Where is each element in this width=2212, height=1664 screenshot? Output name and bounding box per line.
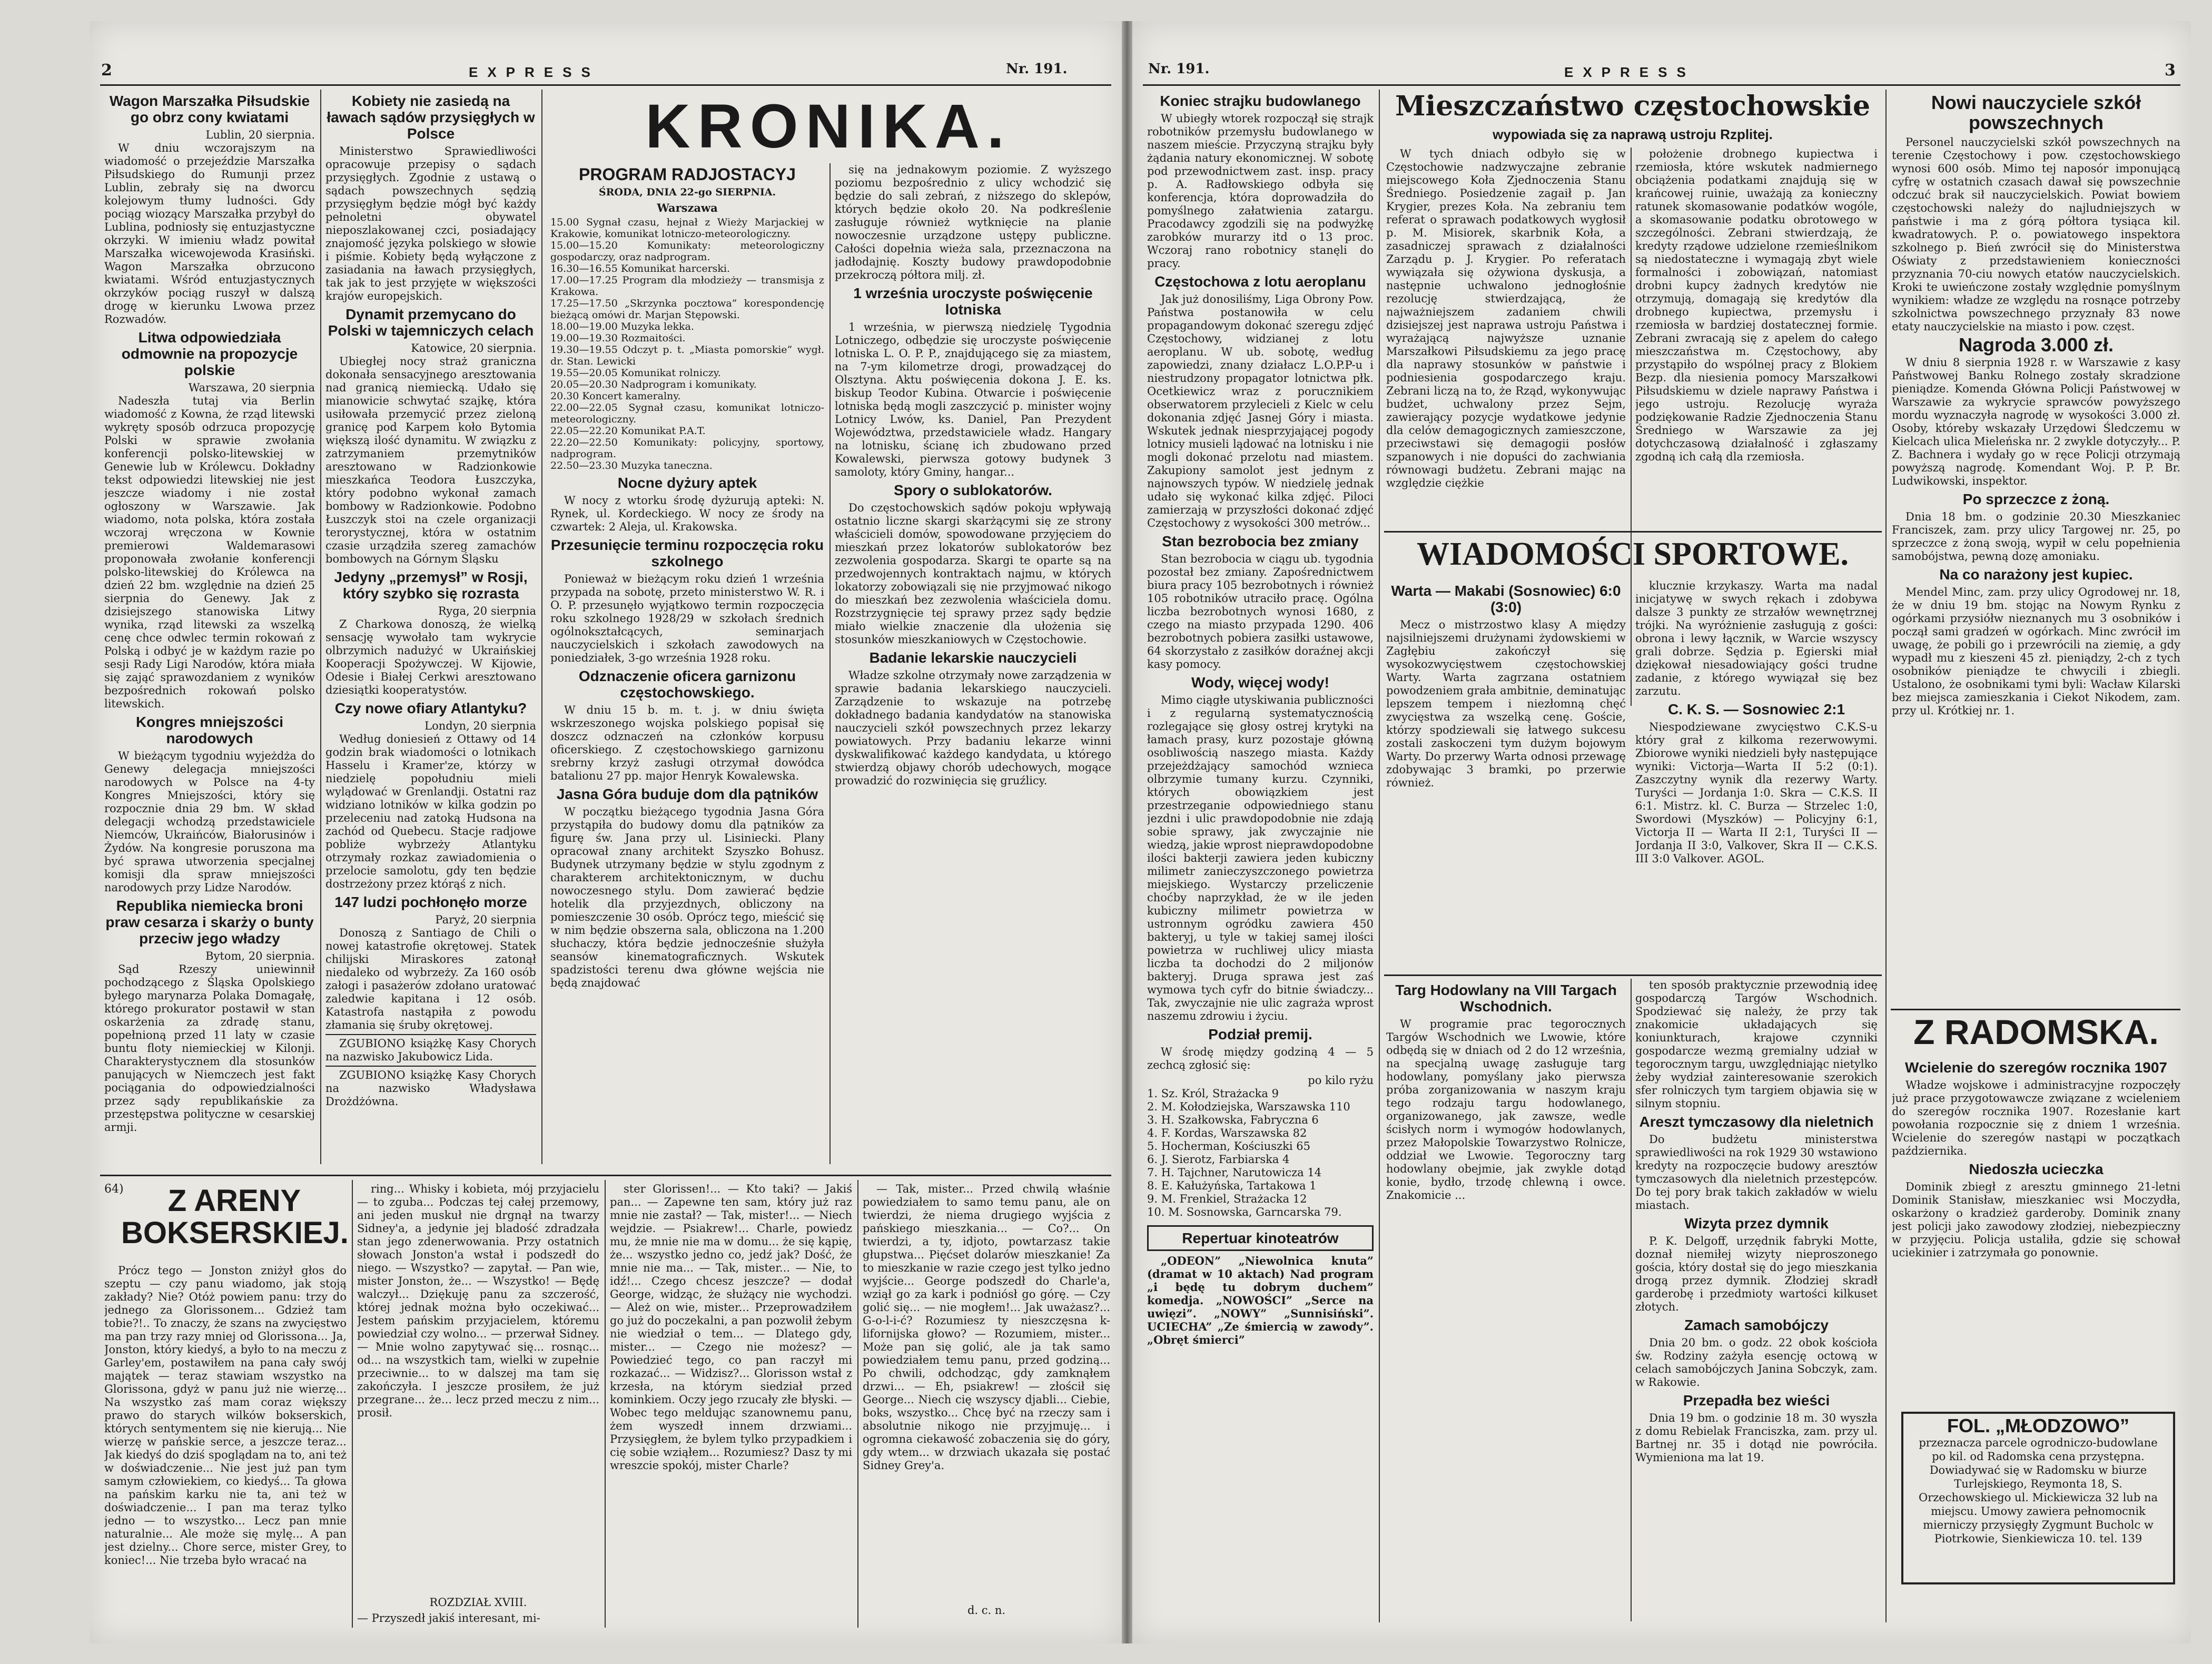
column-local-1 xyxy=(1147,90,1374,1622)
headline: Nowi nauczyciele szkół powszechnych xyxy=(1931,92,2141,133)
headline: Na co narażony jest kupiec. xyxy=(1939,566,2133,583)
headline: Wody, więcej wody! xyxy=(1191,674,1329,691)
serial-number: 64) xyxy=(104,1183,124,1196)
column-rule xyxy=(1885,90,1887,1622)
serial-title: Z ARENY BOKSERSKIEJ. xyxy=(121,1184,349,1250)
article-text: Jak już donosiliśmy, Liga Obrony Pow. Państwa postanowiła w celu propagandowym dokonać szeregu zdjęć Częstochowy, widzianej z lotu aeroplanu. W ub. sobotę, według zapowiedzi, znany działacz L.O.P.P-u i niestrudzony propagator lotnictwa płk. Ocetkiewicz wraz z porucznikiem obserwatorem przylecieli z Kielc w celu dokonania zdjęć Jasnej Góry i miasta. Wskutek jednak niesprzyjającej pogody lotnicy musieli lądować na lotnisku i nie mogli dokonać przelotu nad miastem. Zakupiony samolot jest jednym z najnowszych typów. W niedzielę jednak udało się wykonać kilka zdjęć. Piloci zamierzają w przyszłości dokonać zdjęć Częstochowy z wysokości 300 metrów... xyxy=(1147,293,1374,529)
top-rule xyxy=(1143,84,2180,86)
column-targ-2 xyxy=(1635,979,1878,1621)
prize-winner: 5. Hocherman, Kościuszki 65 xyxy=(1147,1140,1310,1153)
radio-program-item: 16.30—16.55 Komunikat harcerski. xyxy=(550,263,730,274)
article-text: W dniu 15 b. m. t. j. w dniu święta wskrzeszonego wojska polskiego popisał się doszcz odznaczeń na członków korpusu oficerskiego. Z częstochowskiego garnizonu srebrny krzyż zasługi otrzymał dowódca batalionu 27 pp. major Henryk Kowalewska. xyxy=(550,704,824,782)
column-targ-1 xyxy=(1386,979,1626,1621)
column-rule xyxy=(829,163,831,1164)
article-text: Dnia 19 bm. o godzinie 18 m. 30 wyszła z domu Rebielak Franciszka, zam. przy ul. Bartnej nr. 35 i dotąd nie powróciła. Wymieniona ma lat 19. xyxy=(1635,1412,1878,1464)
page-gutter xyxy=(1122,21,1132,1643)
headline: Wagon Marszałka Piłsudskie go obrz cony kwiatami xyxy=(109,93,310,125)
radio-program-item: 20.05—20.30 Nadprogram i komunikaty. xyxy=(550,379,757,390)
article-text: W nocy z wtorku środę dyżurują apteki: N. Rynek, ul. Kordeckiego. W nocy ze środy na czwartek: 2 Aleja, ul. Krakowska. xyxy=(550,494,824,533)
article-text: Do budżetu ministerstwa sprawiedliwości na rok 1929 30 wstawiono kredyty na rozpoczęcie budowy aresztów tymczasowych dla nieletnich przestępców. Do tej pory brak takich zakładów w wielu miastach. xyxy=(1635,1133,1878,1212)
article-text: Ponieważ w bieżącym roku dzień 1 września przypada na sobotę, przeto ministerstwo W. R. i O. P. przesunęło wyjątkowo termin rozpoczęcia roku szkolnego 1928/29 w szkołach średnich ogólnokształcących, seminarjach nauczycielskich i szkołach zawodowych na poniedziałek, 3-go września 1928 roku. xyxy=(550,573,824,664)
headline: Stan bezrobocia bez zmiany xyxy=(1162,533,1359,549)
serial-column-3 xyxy=(610,1183,852,1628)
radio-station: Warszawa xyxy=(657,201,718,214)
article-text: Dominik zbiegł z aresztu gminnego 21-letni Dominik Stanisław, mieszkaniec wsi Moczydła, oskarżony o kradzież garderoby. Dominik znany jest policji jako zawodowy złodziej, niebezpieczny w przyjęciu. Policja ustaliła, gdzie się schował uciekinier i zatrzymała go ponownie. xyxy=(1892,1180,2180,1259)
article-text: Donoszą z Santiago de Chili o nowej katastrofie okrętowej. Statek chilijski Miraskores zatonął niedaleko od wybrzeży. Za 160 osób załogi i pasażerów zdołano uratować zaledwie kapitana i 12 osób. Katastrofa nastąpiła z powodu złamania się śruby okrętowej. xyxy=(325,927,536,1031)
prize-winner: 8. E. Kałużyńska, Tartakowa 1 xyxy=(1147,1179,1317,1192)
headline: Po sprzeczce z żoną. xyxy=(1962,491,2110,507)
serial-text: — Tak, mister... Przed chwilą właśnie powiedziałem to samo temu panu, ale on twierdzi, że niema drugiego wyjścia z pańskiego mieszkania... — Co?... On twierdzi, a ty, idjoto, powtarzasz takie głupstwa... Pięćset dolarów mieszkanie! Za to mieszkanie w razie czego jest tylko jedno wyjście... George podszedł do Charle'a, wziął go za kark i podniósł go górę. — Czy golić się... — nie mogłem!... Jak uważasz?... G-o-l-i-ć? Rozumiesz ty nieszczęsna k-lifornijska głowo? — Rozumiem, mister... Może pan się golić, ale ja tak samo powiedziałem temu panu, przed godziną... Po chwili, odchodząc, gdy zamknąłem drzwi... — Eh, psiakrew! — złościł się George... Niech cię wszyscy djabli... Ciebie, boks, wszystko... Chcę być na rzeczy sam i absolutnie nikogo nie przyjmuję... i ogromna ciekawość zobaczenia się do góry, gdy wtem... w drzwiach ukazała się postać Sidney Grey'a. xyxy=(863,1183,1110,1472)
headline: Przesunięcie terminu rozpoczęcia roku szkolnego xyxy=(550,537,824,569)
sport-section-title: WIADOMOŚCI SPORTOWE. xyxy=(1416,536,1849,572)
headline: Kobiety nie zasiedą na ławach sądów przysięgłych w Polsce xyxy=(327,93,535,142)
prize-list xyxy=(1147,1087,1374,1219)
serial-text: Prócz tego — Jonston zniżył głos do szeptu — czy panu wiadomo, jak stoją zakłady? Nie? Otóż powiem panu: trzy do jednego za Glorissonem... Gdzież tam tobie?!.. To znaczy, że szans na zwycięstwo ma pan trzy razy mniej od Glorissona... Ja, Jonston, który kiedyś, a było to na meczu z Garley'em, postawiłem na pana cały swój majątek — teraz stawiam wszystko na Glorissona, gdyż w panu już nie wierzę... Na wszystko zaś mam coraz większy prawo do starych wilków bokserskich, których sentymentem się nie kierują... Nie wierzę w pańskie serce, a jeszcze teraz... Jak kiedyś do dziś spoglądam na to, ani też w doświadczenie... Nie jest już pan tym samym człowiekiem, co kiedyś... Ta głowa na pańskim karku nie ta, ani też w doświadczenie... I pan ma teraz tylko jedno — to wszystko... Lecz pan mnie naturalnie... Ale może się mylę... A pan jest dzielny... Chore serce, mister Grey, to koniec!... Nie trzeba było wracać na xyxy=(104,1264,347,1567)
headline: Wcielenie do szeregów rocznika 1907 xyxy=(1905,1059,2167,1076)
article-text: W dniu wczorajszym na wiadomość o przejeździe Marszałka Piłsudskiego do Rumunji przez Lublin, zebrały się na dworcu kolejowym tłumy ludności. Gdy pociąg wiozący Marszałka przybył do Lublina, podniosły się entuzjastyczne okrzyki. W imieniu władz powitał Marszałka wicewojewoda Krasiński. Wagon Marszałka obrzucono kwiatami. Wśród entuzjastycznych okrzyków pociąg ruszył w dalszą drogę w kierunku Lwowa przez Rozwadów. xyxy=(104,142,315,326)
cinema-listing: „ODEON” „Niewolnica knuta” (dramat w 10 aktach) Nad program „i będę tu dobrym duchem” komedja. „NOWOŚCI” „Serce na uwięzi”. „NOWY” „Sunnisiński”. UCIECHA” „Ze śmiercią w zawody”. „Obręt śmierci” xyxy=(1147,1254,1374,1346)
article-text: Personel nauczycielski szkół powszechnych na terenie Częstochowy i pow. częstochowskiego wynosi 600 osób. Mimo tej naposór imponującą cyfrę w ostatnich czasach dawał się powszechnie odczuć brak sił nauczycielskich. Powiat bowiem częstochowski należy do najludniejszych w państwie i ma z górą półtora tysiąca kil. kwadratowych. P. o. powiatowego inspektora szkolnego p. Bień zwrócił się do Ministerstwa Oświaty z przedstawieniem konieczności przyznania 70-ciu nowych etatów nauczycielskich. Kroki te uwieńczone zostały względnie pomyślnym wynikiem: władze ze względu na rosnące potrzeby szkolnictwa powszechnego przyznały 83 nowe etaty nauczycielskie na miasto i pow. częst. xyxy=(1892,136,2180,333)
column-sport-1 xyxy=(1386,579,1626,969)
ad-text: przeznacza parcele ogrodniczo-budowlane po kil. od Radomska cena przystępna. Dowiadywać się w Radomsku w biurze Turlejskiego, Reymonta 18, S. Orzechowskiego ul. Mickiewicza 32 lub na miejscu. Umowy zawiera pełnomocnik mierniczy przysięgły Zygmunt Bucholc w Piotrkowie, Sienkiewicza 10. tel. 139 xyxy=(1918,1436,2158,1545)
dateline: Bytom, 20 sierpnia. xyxy=(205,950,315,962)
article-text: Ubiegłej nocy straż graniczna dokonała sensacyjnego aresztowania nad granicą niemiecką. Udało się mianowicie schwytać szajkę, która usiłowała przemycić przez zieloną granicę pod Karpem koło Bytomia większą ilość dynamitu. W związku z zatrzymaniem przemytników aresztowano w Radzionkowie mieszkańca Teodora Łuszczyka, który podobno wykonał zamach bombowy w Radzionkowie. Podobno Łuszczyk stoi na czele organizacji terorystycznej, która w ostatnim czasie urządziła szereg zamachów bombowych na Górnym Śląsku xyxy=(325,355,536,565)
dateline: Londyn, 20 sierpnia xyxy=(424,720,536,732)
headline: C. K. S. — Sosnowiec 2:1 xyxy=(1667,701,1845,717)
radio-program-item: 19.55—20.05 Komunikat rolniczy. xyxy=(550,367,721,379)
article-text: Władze szkolne otrzymały nowe zarządzenia w sprawie badania lekarskiego nauczycieli. Zarządzenie to wskazuje na potrzebę dokładnego badania kandydatów na stanowiska nauczycieli szkół powszechnych przez lekarzy powiatowych. Przy badaniu lekarze winni dyskwalifikować każdego kandydata, u którego stwierdzą objawy chorób udechowych, mogące prowadzić do rozwinięcia się gruźlicy. xyxy=(835,669,1111,787)
headline: 147 ludzi pochłonęło morze xyxy=(334,894,527,910)
column-rule xyxy=(605,1180,606,1628)
top-rule xyxy=(100,84,1111,86)
article-text: Mimo ciągłe utyskiwania publiczności i z regularną systematycznością rozlegające się głosy ostrej krytyki na łamach prasy, kurz pozostaje główną osobliwością naszego miasta. Każdy przejeżdżający samochód wznieca olbrzymie tumany kurzu. Czynniki, których obowiązkiem jest przestrzeganie odpowiedniego stanu jezdni i ulic prawdopodobnie nie zdają sobie sprawy, jak zwyczajnie nie wiedzą, jakie wprost nieprawdopodobne ilości bakterji zawiera jeden kubiczny milimetr zanieczyszczonego powietrza miejskiego. Wystarczy przeliczenie choćby naprzykład, że w ile jeden kubiczny milimetr powietrza w ustronnym ogródku zawiera 450 bakteryj, u tyle w takiej samej ilości powietrza w ruchliwej ulicy miasta liczba ta dochodzi do 2 miljonów bakteryj. Druga sprawa jest zaś wymowa tych cyfr do bitnie świadczy... Tak, zwyczajnie nie ulic zagraża wprost naszemu zdrowiu i życiu. xyxy=(1147,694,1374,1022)
radio-program-item: 22.00—22.05 Sygnał czasu, komunikat lotniczo-meteorologiczny. xyxy=(550,402,824,425)
article-text: Władze wojskowe i administracyjne rozpoczęły już prace przygotowawcze związane z wcieleniem do szeregów rocznika 1907. Rozesłanie kart powołania rozpocznie się z dniem 1 września. Wcielenie do szeregów nastąpi w początkach października. xyxy=(1892,1079,2180,1157)
serial-text: ster Glorissen!... — Kto taki? — Jakiś pan... — Zapewne ten sam, który już raz mnie nie zastał? — Tak, mister!... — Niech wejdzie. — Psiakrew!... Charle, powiedz mu, że mnie nie ma w domu... że się kąpię, że... wszystko jedno co, jedź jak? Dość, że mnie nie ma... — Tak, mister... — Nie, to idź!... Czego chcesz jeszcze? — dodał George, widząc, że służący nie wychodzi. — Ależ on wie, mister... Przeprowadziłem go już do poczekalni, a pan pozwolił żebym nie wiedział o tem... — Dlatego gdy, mister... — Czego nie możesz? — Powiedzieć tego, co pan raczył mi rozkazać... — Widzisz?... Glorisson wstał z krzesła, na którym siedział przed kominkiem. Oczy jego rzucały złe błyski. — Wobec tego meldując szanownemu panu, żem wyszedł innem drzwiami... Przysięgłem, że bylem tylko przypadkiem i cię sobie wziąłem... Rozumiesz? Dasz ty mi wreszcie spokój, mister Charle? xyxy=(610,1183,852,1472)
serial-column-4 xyxy=(863,1183,1110,1599)
column-main-1 xyxy=(1386,147,1626,527)
serial-column-2 xyxy=(357,1183,599,1628)
article-text: Ministerstwo Sprawiedliwości opracowuje przepisy o sądach przysięgłych. Zgodnie z ustawą o sądach powszechnych sędzią przysięgłym będzie mógł być każdy pełnoletni obywatel nieposzlakowanej czci, posiadający znajomość języka polskiego w słowie i piśmie. Kobiety będą wyłączone z zasiadania na ławach przysięgłych, tak jak to jest przyjęte w większości krajów europejskich. xyxy=(325,145,536,302)
issue-number: Nr. 191. xyxy=(1006,61,1068,77)
radio-date: ŚRODA, DNIA 22-go SIERPNIA. xyxy=(598,186,776,198)
headline: Jasna Góra buduje dom dla pątników xyxy=(556,786,818,802)
section-rule xyxy=(1384,531,1882,533)
column-sport-2 xyxy=(1635,579,1878,969)
radio-program-list xyxy=(550,216,824,471)
headline: Badanie lekarskie nauczycieli xyxy=(869,649,1077,666)
column-rule xyxy=(1631,147,1632,706)
column-kronika-1 xyxy=(550,163,824,1169)
prize-winner: 9. M. Frenkiel, Strażacka 12 xyxy=(1147,1193,1307,1205)
radomsko-section-title: Z RADOMSKA. xyxy=(1913,1012,2159,1051)
radio-program-item: 20.30 Koncert kameralny. xyxy=(550,390,681,402)
article-text: W dniu 8 sierpnia 1928 r. w Warszawie z kasy Państwowej Banku Rolnego zostały skradzione pieniądze. Komenda Główna Policji Państwowej w Warszawie za wykrycie sprawców powyższego mordu wyznaczyła nagrodę w wysokości 3.000 zł. Osoby, któreby wskazały Urzędowi Śledczemu w Kielcach ulica Mieleńska nr. 2 zwykle dotyczyły... P. Z. Bachnera i wydały go w ręce Policji otrzymają powyższą nagrodę. Komendant Woj. P. P. Br. Ludwikowski, inspektor. xyxy=(1892,356,2180,487)
article-text: Nadeszła tutaj via Berlin wiadomość z Kowna, że rząd litewski wykręty sposób odrzuca propozycję Polski w sprawie zwołania konferencji polsko-litewskiej w Genewie lub w Królewcu. Dokładny tekst odpowiedzi litewskiej nie jest jeszcze wiadomy i nie został ogłoszony w Warszawie. Jak wiadomo, nota polska, która została wczoraj wręczona w Kownie premierowi Waldemarasowi proponowała zwołanie konferencji polsko-litewskiej do Królewca na dzień 22 bm. względnie na dzień 25 sierpnia do Genewy. Jak z dzisiejszego stanowiska Litwy wynika, rząd litewski za wszelką cenę chce odwlec termin rokowań z Polską i odbyć je w każdym razie po sesji Rady Ligi Narodów, która miała się zająć sprawozdaniem z wyników bezpośrednich rokowań polsko litewskich. xyxy=(104,395,315,710)
dateline: Katowice, 20 sierpnia. xyxy=(411,342,536,355)
headline: Niedoszła ucieczka xyxy=(1969,1161,2104,1177)
column-rule xyxy=(1379,90,1380,1622)
column-rule xyxy=(320,90,321,1164)
running-head: EXPRESS xyxy=(469,64,600,80)
column-kronika-2 xyxy=(835,163,1111,1169)
column-news-2 xyxy=(325,90,536,1169)
section-title-kronika: KRONIKA. xyxy=(645,92,1012,161)
classified-ad: ZGUBIONO książkę Kasy Chorych na nazwisko Jakubowicz Lida. xyxy=(325,1034,536,1064)
prize-note: po kilo ryżu xyxy=(1308,1074,1374,1087)
dateline: Ryga, 20 sierpnia xyxy=(438,605,536,617)
article-text: Do częstochowskich sądów pokoju wpływają ostatnio liczne skargi skarżącymi się ze strony właścicieli domów, spowodowane przyjęciem do mieszkań przez lokatorów sublokatorów bez zezwolenia gospodarza. Skargi te oparte są na przedwojennych kontraktach najmu, w których lokatorzy zobowiązali się nie przyjmować nikogo do mieszkań bez zezwolenia właściciela domu. Rozstrzygnięcie tej sprawy przez sądy będzie miało wielkie znaczenie dla ułożenia się stosunków mieszkaniowych w Częstochowie. xyxy=(835,501,1111,646)
article-text: położenie drobnego kupiectwa i rzemiosła, które wskutek nadmiernego obciążenia podatkami znajdują się w krańcowej ruinie, uważają za konieczny ratunek skomasowanie podatków wogóle, a skomasowanie podatku obrotowego w szczególności. Zebrani stwierdzają, że kredyty rządowe udzielone rzemieślnikom są niedostateczne i wymagają zbyt wiele formalności i zobowiązań, natomiast drobni kupcy żadnych kredytów nie otrzymują, domagają się kredytów dla drobnego kupiectwa, przemysłu i rzemiosła w bardziej dostatecznej formie. Zebrani zwracają się z apelem do całego mieszczaństwa m. Częstochowy, aby przystąpiło do wspólnej pracy z Blokiem Bezp. dla niesienia pomocy Marszałkowi Piłsudskiemu w dziele naprawy Państwa i jego ustroju. Rezolucję wyraża podziękowanie Radzie Zjednoczenia Stanu Średniego w Warszawie za jej dotychczasową działalność i zgłaszamy zgodną ich całą dla rzemiosła. xyxy=(1635,147,1878,463)
radio-program-item: 17.00—17.25 Program dla młodzieży — transmisja z Krakowa. xyxy=(550,274,824,298)
radio-program-item: 19.30—19.55 Odczyt p. t. „Miasta pomorskie” wygł. dr. Stan. Lewicki xyxy=(550,344,824,367)
section-rule xyxy=(1891,1009,2180,1010)
column-rule xyxy=(541,90,542,1164)
dateline: Warszawa, 20 sierpnia xyxy=(188,381,315,394)
article-text: Dnia 20 bm. o godz. 22 obok kościoła św. Rodziny zażyła esencję octową w celach samobójczych Janina Sobczyk, zam. w Rakowie. xyxy=(1635,1336,1878,1389)
headline-main: Mieszczaństwo częstochowskie xyxy=(1395,90,1871,122)
article-text: Dnia 18 bm. o godzinie 20.30 Mieszkaniec Franciszek, zam. przy ulicy Targowej nr. 25, po sprzeczce z żoną swoją, wypił w celu popełnienia samobójstwa, pewną dozę amoniaku. xyxy=(1892,510,2180,563)
article-text: Stan bezrobocia w ciągu ub. tygodnia pozostał bez zmiany. Zapośrednictwem biura pracy 105 bezrobotnych i również 105 robotników utraciło pracę. Ogólna liczba bezrobotnych wynosi 1680, z czego na miasto przypada 1290. 406 bezrobotnych pobiera zasiłki ustawowe, 64 skorzystało z zasiłków doraźnej akcji kasy pomocy. xyxy=(1147,553,1374,671)
article-text: P. K. Delgoff, urzędnik fabryki Motte, doznał niemiłej wizyty nieproszonego gościa, który dostał się do jego mieszkania drogą przez dymnik. Złodziej skradł garderobę i przedmioty wartości kilkuset złotych. xyxy=(1635,1235,1878,1313)
article-text: się na jednakowym poziomie. Z wyższego poziomu bezpośrednio z ulicy wchodzić się będzie do sali zebrań, z niższego do sklepów, których będzie około 20. Na podkreślenie zasługuje również wytknięcie na planie nowoczesnie urządzone ustępy publiczne. Całości dopełnia wieża sala, przeznaczona na jadłodajnię. Koszty budowy prawdopodobnie przekroczą półtora milj. zł. xyxy=(835,163,1111,281)
issue-number: Nr. 191. xyxy=(1148,61,1210,77)
article-text: W początku bieżącego tygodnia Jasna Góra przystąpiła do budowy domu dla pątników za figurę św. Jana przy ul. Lisiniecki. Plany opracował znany architekt Szyszko Bohusz. Budynek utrzymany będzie w stylu zgodnym z charakterem architektonicznym, w duchu nowoczesnego stylu. Dom zawierać będzie hotelik dla przyjezdnych, obliczony na pomieszczenie 30 osób. Oprócz tego, mieścić się w nim będzie obszerna sala, obliczona na 1.200 słuchaczy, która będzie jednocześnie służyła seansów kinematograficznych. Wskutek spadzistości terenu dwa główne wejścia nie będą znajdować xyxy=(550,805,824,989)
article-text: klucznie krzykaszy. Warta ma nadal inicjatywę w swych rękach i zdobywa dalsze 3 punkty ze strzałów wewnętrznej trójki. Na wyróżnienie zasługują z gości: obrona i lewy łącznik, w Warcie wszyscy grali dobrze. Sędzia p. Egierski miał dziękował niesadowiający gości trudne zadanie, z którego wywiązał się bez zarzutu. xyxy=(1635,579,1878,697)
headline: Zamach samobójczy xyxy=(1684,1317,1829,1333)
article-text: W środę między godziną 4 — 5 zechcą zgłosić się: xyxy=(1147,1046,1374,1071)
headline: Republika niemiecka broni praw cesarza i skarży o bunty przeciw jego władzy xyxy=(105,898,314,947)
prize-winner: 7. H. Tajchner, Narutowicza 14 xyxy=(1147,1166,1322,1179)
article-text: W programie prac tegorocznych Targów Wschodnich we Lwowie, które odbędą się w dniach od 2 do 12 września, na specjalną uwagę zasługuje targ hodowlany, pomyślany jako pierwsza próba zorganizowania w naszym kraju tego rodzaju targu hodowlanego, organizowanego, jak zawsze, wedle ścisłych norm i wymogów hodowlanych, przez Małopolskie Towarzystwo Rolnicze, oddział we Lwowie. Tegoroczny targ hodowlany obejmie, jak zwykle dotąd konie, bydło, trzodę chlewną i owce. Znakomicie ... xyxy=(1386,1018,1626,1202)
headline: Częstochowa z lotu aeroplanu xyxy=(1154,273,1366,290)
chapter-title: ROZDZIAŁ XVIII. xyxy=(429,1596,527,1609)
headline: Czy nowe ofiary Atlantyku? xyxy=(334,700,527,716)
radio-program-item: 22.05—22.20 Komunikat P.A.T. xyxy=(550,425,706,437)
right-page xyxy=(1132,21,2191,1643)
article-text: Z Charkowa donoszą, że wielką sensację wywołało tam wykrycie olbrzymich nadużyć w Ukraińskiej Kooperacji Spożywczej. W Kijowie, Odesie i Białej Cerkwi aresztowano dziesiątki kooperatystów. xyxy=(325,618,536,696)
article-text: W tych dniach odbyło się w Częstochowie nadzwyczajne zebranie miejscowego Koła Zjednoczenia Stanu Średniego. Posiedzenie zagaił p. Jan Krygier, prezes Koła. Na zebraniu tem referat o sprawach podatkowych wygłosił p. M. Misiorek, skarbnik Koła, a zasadniczej sprawach z działalności Zarządu p. J. Krygier. Po referatach wywiązała się ożywiona dyskusja, a następnie uchwalono jednogłośnie rezolucję stwierdzającą, że najważniejszem zadaniem chwili dzisiejszej jest naprawa ustroju Państwa i wyrażającą najwyższe uznanie Marszałkowi Piłsudskiemu za jego pracę dla naprawy stosunków w państwie i podniesienia gospodarczego kraju. Zebrani liczą na to, że Rząd, wykonywując budżet, uchwalony przez Sejm, zawierający pozycje wydatkowe jedynie dla celów demagogicznych zamieszczone, przeciwstawi się demagogii posłów szpanowych i nie dopuści do zachwiania równowagi budżetu. Zebrani mając na względzie ciężkie xyxy=(1386,147,1626,489)
radio-title: PROGRAM RADJOSTACYJ xyxy=(579,165,796,184)
article-text: W bieżącym tygodniu wyjeżdża do Genewy delegacja mniejszości narodowych w Polsce na 4-ty Kongres Mniejszości, który się rozpocznie dnia 29 bm. W skład delegacji wchodzą przedstawiciele Niemców, Ukraińców, Białorusinów i Żydów. Na kongresie poruszona ma być sprawa utworzenia specjalnej komisji dla spraw mniejszości narodowych przy Lidze Narodów. xyxy=(104,750,315,894)
prize-winner: 10. M. Sosnowska, Garncarska 79. xyxy=(1147,1206,1342,1218)
prize-winner: 3. H. Szałkowska, Fabryczna 6 xyxy=(1147,1114,1319,1126)
headline: Kongres mniejszości narodowych xyxy=(135,714,284,746)
headline: Podział premij. xyxy=(1208,1026,1312,1042)
section-rule xyxy=(1384,974,1882,976)
headline: Litwa odpowiedziała odmownie na propozycje polskie xyxy=(121,329,298,378)
left-page xyxy=(90,21,1122,1643)
article-text: 1 września, w pierwszą niedzielę Tygodnia Lotniczego, odbędzie się uroczyste poświęcenie lotniska L. O. P. P., znajdującego się za miastem, na 7-ym kilometrze drogi, prowadzącej do Olsztyna. Aktu poświęcenia dokona J. E. ks. biskup Teodor Kubina. Otwarcie i poświęcenie lotniska będą mogli zaszczycić p. minister wojny Lotnicy Lwów, ks. Daniel, Pan Prezydent Województwa, przedstawiciele władz. Hangary na lotnisku, ścianę ich zbudowano przed Kowalewski, pierwsza gotowy budynek 3 samoloty, który Gminy, hangar... xyxy=(835,321,1111,478)
column-local-3 xyxy=(1892,90,2180,1006)
headline: Targ Hodowlany na VIII Targach Wschodnich. xyxy=(1395,982,1617,1015)
serial-text: ring... Whisky i kobieta, mój przyjacielu — to zguba... Podczas tej całej przemowy, ani jeden muskuł nie drgnął na twarzy Sidney'a, a jedynie jej bladość zdradzała stan jego zdenerwowania. Przy ostatnich słowach Jonston'a wstał i podszedł do niego. — Wszystko? — zapytał. — Pan wie, mister Jonston, że... — Wszystko! — Będę walczył... Dziękuję panu za szczerość, której jednak można było oczekiwać... Jestem pańskim przyjacielem, któremu powiedział czy wolno... — przerwał Sidney. — Mnie wolno zapytywać się... rosnąc... od... na wszystkich tam, wielki w zupełnie przeciwnie... to w dalszej ma tam się zakończyła. I jeszcze prosiłem, że już przegrane... że... lecz przed meczu z nim... prosił. xyxy=(357,1183,599,1419)
ad-title: FOL. „MŁODZOWO” xyxy=(1947,1415,2129,1436)
headline: Spory o sublokatorów. xyxy=(894,482,1052,498)
prize-winner: 4. F. Kordas, Warszawska 82 xyxy=(1147,1127,1307,1139)
headline: Warta — Makabi (Sosnowiec) 6:0 (3:0) xyxy=(1391,583,1621,615)
dateline: Paryż, 20 sierpnia xyxy=(435,913,536,926)
page-number: 3 xyxy=(2165,61,2176,80)
column-main-2 xyxy=(1635,147,1878,527)
radio-program-item: 15.00 Sygnał czasu, hejnał z Wieży Marjackiej w Krakowie, komunikat lotniczo-meteorologiczny. xyxy=(550,216,824,240)
article-text: Według doniesień z Ottawy od 14 godzin brak wiadomości o lotnikach Hasselu i Kramer'ze, którzy w niedzielę popołudniu mieli wylądować w Grenlandji. Ostatni raz widziano lotników w kilka godzin po przeleceniu nad zatoką Hudsona na zachód od Quebecu. Stacje radjowe pobliże wybrzeży Atlantyku otrzymały rozkaz zawiadomienia o przelocie samolotu, gdy ten będzie dostrzeżony przez którąś z nich. xyxy=(325,733,536,890)
headline: Repertuar kinoteatrów xyxy=(1147,1225,1374,1251)
article-text: ten sposób praktycznie przewodnią ideę gospodarczą Targów Wschodnich. Spodziewać się należy, że przy tak znakomicie układających się koniunkturach, krajowe czynniki gospodarcze wezmą gremialny udział w tegorocznym targu, uwzględniając nietylko żeby wydział zainteresowanie szerokich sfer rolniczych tym targiem objawia się w silnym stopniu. xyxy=(1635,979,1878,1110)
section-rule xyxy=(100,1175,1111,1176)
headline: Nocne dyżury aptek xyxy=(617,475,757,491)
headline: Dynamit przemycano do Polski w tajemniczych celach xyxy=(328,306,534,339)
headline: 1 września uroczyste poświęcenie lotniska xyxy=(853,285,1093,318)
headline: Wizyta przez dymnik xyxy=(1684,1215,1829,1232)
article-text: Mecz o mistrzostwo klasy A między najsilniejszemi drużynami żydowskiemi w Zagłębiu zakończył się wysokozwycięstwem częstochowskiej Warty. Warta zagrzana ostatniem powodzeniem grała ambitnie, deminatując lepszem tempem i niezłomną chęć zwycięstwa za wszelką cenę. Goście, którzy spodziewali się łatwego sukcesu zostali zaskoczeni tym dużym bojowym Warty. Do przerwy Warta odnosi przewagę zdobywając 3 bramki, po przerwie również. xyxy=(1386,618,1626,789)
radio-program-item: 15.00—15.20 Komunikaty: meteorologiczny gospodarczy, oraz nadprogram. xyxy=(550,240,824,263)
running-head: EXPRESS xyxy=(1564,64,1695,80)
column-rule xyxy=(352,1180,353,1628)
radio-program-item: 22.20—22.50 Komunikaty: policyjny, sportowy, nadprogram. xyxy=(550,437,824,460)
serial-column-1 xyxy=(104,1264,347,1628)
advertisement-box xyxy=(1901,1412,2175,1584)
subheadline: wypowiada się za naprawą ustroju Rzplitej. xyxy=(1493,126,1773,142)
prize-winner: 1. Sz. Król, Strażacka 9 xyxy=(1147,1087,1279,1100)
article-text: Niespodziewane zwycięstwo C.K.S-u który grał z kilkoma rezerwowymi. Zbiorowe wyniki niedzieli były następujące wyniki: Victorja—Warta II 5:2 (0:1). Zaszczytny wynik dla rezerwy Warty. Turyści — Jordanja 1:0. Skra — C.K.S. II 6:1. Mistrz. kl. C. Burza — Strzelec 1:0, Swordowi (Myszków) — Policyjny 6:1, Victorja II — Warta II 2:1, Turyści II — Jordanja II 3:0, Valkover, Skra II — C.K.S. III 3:0 Valkover. AGOL. xyxy=(1635,721,1878,865)
headline: Przepadła bez wieści xyxy=(1683,1392,1830,1409)
column-rule xyxy=(1631,979,1632,1621)
article-text: Sąd Rzeszy uniewinnił pochodzącego z Śląska Opolskiego byłego marynarza Polaka Domagałę, którego prokurator postawił w stan oskarżenia za zdradę stanu, popełnioną przed 11 laty w czasie buntu floty niemieckiej w Kilonji. Charakterystycznem dla stosunków panujących w Niemczech jest fakt pociągania do odpowiedzialności przez sądy republikańskie za przestępstwa polityczne w cesarskiej armji. xyxy=(104,963,315,1134)
headline: Koniec strajku budowlanego xyxy=(1160,93,1361,109)
column-rule xyxy=(857,1180,858,1628)
headline: Nagroda 3.000 zł. xyxy=(1958,334,2114,356)
headline: Jedyny „przemysł” w Rosji, który szybko się rozrasta xyxy=(334,569,528,602)
prize-winner: 2. M. Kołodziejska, Warszawska 110 xyxy=(1147,1100,1350,1113)
column-news-1 xyxy=(104,90,315,1169)
serial-continued: d. c. n. xyxy=(967,1604,1006,1617)
radio-program-item: 19.00—19.30 Rozmaitości. xyxy=(550,332,686,344)
radio-program-item: 18.00—19.00 Muzyka lekka. xyxy=(550,321,694,332)
serial-text: — Przyszedł jakiś interesant, mi- xyxy=(357,1612,540,1624)
article-text: W ubiegły wtorek rozpoczął się strajk robotników przemysłu budowlanego w naszem mieście. Przyczyną strajku były żądania natury ekonomicznej. W sobotę pod przewodnictwem zast. insp. pracy p. A. Radłowskiego odbyła się konferencja, która doprowadziła do pomyślnego załatwienia zatargu. Pracodawcy zgodzili się na podwyżkę zarobków murarzy itd o 13 proc. Wczoraj rano robotnicy stanęli do pracy. xyxy=(1147,112,1374,270)
radio-program-item: 22.50—23.30 Muzyka taneczna. xyxy=(550,460,713,471)
article-text: Mendel Minc, zam. przy ulicy Ogrodowej nr. 18, że w dniu 19 bm. stojąc na Nowym Rynku z ogórkami przysiółw nieznanych mu 3 osobników i począł sami gradzeń w ogórkach. Minc zwrócił im uwagę, że pobili go i przewrócili na ziemię, a gdy wypadł mu z kieszeni 45 zł. pieniądzy, 2-ch z tych osobników pieniądze te chwycili i zbiegli. Ustalono, że osobnikami tymi byli: Wacław Kilarski bez miejsca zamieszkania i Ciekot Nikodem, zam. przy ul. Krótkiej nr. 1. xyxy=(1892,586,2180,717)
column-radomsko xyxy=(1892,1056,2180,1404)
headline: Areszt tymczasowy dla nieletnich xyxy=(1639,1114,1874,1130)
prize-winner: 6. J. Sierotz, Farbiarska 4 xyxy=(1147,1153,1290,1166)
page-number: 2 xyxy=(101,61,112,80)
classified-ad: ZGUBIONO książkę Kasy Chorych na nazwisko Władysława Drożdżówna. xyxy=(325,1066,536,1108)
headline: Odznaczenie oficera garnizonu częstochowskiego. xyxy=(578,668,796,701)
radio-program-item: 17.25—17.50 „Skrzynka pocztowa” korespondencję bieżącą omówi dr. Marjan Stępowski. xyxy=(550,298,824,321)
dateline: Lublin, 20 sierpnia. xyxy=(205,129,315,141)
